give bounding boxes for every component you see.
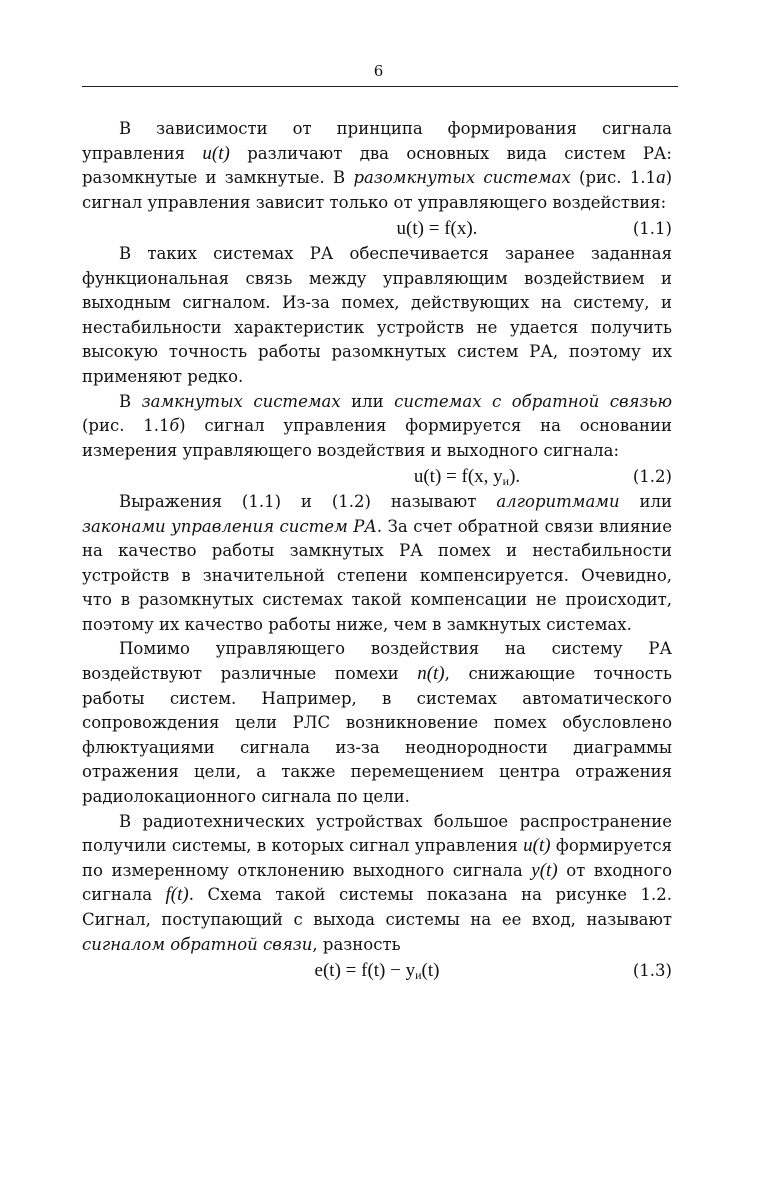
text-run: В радиотехнических устройствах большое распространение получили системы, в которых сигнал управления <box>82 811 672 856</box>
text-run: В <box>119 391 142 411</box>
equation-number: (1.1) <box>632 219 672 239</box>
text-run: ) сигнал управления зависит только от управляющего воздействия: <box>82 168 672 212</box>
formula-part: u(t) = f(x, y <box>413 466 503 488</box>
text-run: различают два основных вида систем РА: разомкнутые и замкнутые. В <box>82 143 672 188</box>
paragraph-2: В таких системах РА обеспечивается заранее заданная функциональная связь между управляющим воздействием и выходным сигналом. Из-за помех, действующих на систему, и нестабильности характеристик устройств не удается получить высокую точность работы разомкнутых систем РА, поэтому их применяют редко. <box>82 243 672 386</box>
text-run: Выражения (1.1) и (1.2) называют <box>119 491 497 511</box>
equation-formula <box>262 465 672 494</box>
equation-1-1 <box>82 217 672 242</box>
emphasis-feedback-signal: сигналом обратной связи <box>82 934 313 954</box>
text-run: В зависимости от принципа формирования сигнала управления <box>82 119 672 163</box>
paragraph-1 <box>82 117 672 215</box>
emphasis-algorithms: алгоритмами <box>496 491 620 511</box>
text-run: от входного сигнала <box>82 860 673 905</box>
emphasis-control-laws: законами управления систем РА <box>82 516 377 536</box>
text-run: формируется по измеренному отклонению выходного сигнала <box>82 836 672 880</box>
figure-letter: а <box>656 167 666 189</box>
text-run: (рис. 1.1 <box>570 168 657 188</box>
formula-subscript: и <box>502 474 510 489</box>
equation-1-2 <box>82 465 672 490</box>
emphasis-open-systems: разомкнутых системах <box>353 168 571 188</box>
emphasis-feedback-systems: системах с обратной связью <box>394 391 672 411</box>
text-run: , разность <box>312 934 401 954</box>
equation-number: (1.2) <box>632 467 672 487</box>
math-y-t: y(t) <box>531 859 558 881</box>
paragraph-6 <box>82 810 672 958</box>
text-run: Помимо управляющего воздействия на систему РА воздействуют различные помехи <box>82 639 672 684</box>
body-text <box>82 117 672 984</box>
emphasis-closed-systems: замкнутых системах <box>141 391 341 411</box>
equation-number: (1.3) <box>632 961 672 981</box>
equation-1-3 <box>82 959 672 984</box>
text-run: . За счет обратной связи влияние на качество работы замкнутых РА помех и нестабильности устройств в значительной степени компенсируется. Очевидно, что в разомкнутых системах такой компенсации не происходит, поэтому их качество работы ниже, чем в замкнутых системах. <box>82 516 673 634</box>
header-rule <box>82 86 678 87</box>
math-n-t: n(t) <box>417 663 445 685</box>
page-number: 6 <box>373 62 384 80</box>
math-f-t: f(t) <box>165 884 189 906</box>
math-u-t: u(t) <box>523 835 551 857</box>
paragraph-5 <box>82 637 672 809</box>
formula-part: ). <box>509 466 521 488</box>
text-run: или <box>340 391 395 411</box>
text-run: (рис. 1.1 <box>82 416 170 436</box>
text-run: . Схема такой системы показана на рисунке 1.2. Сигнал, поступающий с выхода системы на ее вход, называют <box>82 885 673 929</box>
formula-part: (t) <box>421 960 440 982</box>
text-run: или <box>619 491 672 511</box>
formula-part: e(t) = f(t) − y <box>314 960 416 982</box>
equation-formula: u(t) = f(x). <box>396 218 478 240</box>
paragraph-4 <box>82 490 672 638</box>
text-run: , снижающие точность работы систем. Например, в системах автоматического сопровождения цели РЛС возникновение помех обусловлено флюктуациями сигнала из-за неоднородности диаграммы отражения цели, а также перемещением центра отражения радиолокационного сигнала по цели. <box>82 664 672 807</box>
equation-formula <box>82 959 672 988</box>
formula-subscript: и <box>415 968 422 983</box>
paragraph-3 <box>82 390 672 464</box>
math-u-t: u(t) <box>202 142 230 164</box>
figure-letter: б <box>169 415 180 437</box>
text-run: ) сигнал управления формируется на основании измерения управляющего воздействия и выходного сигнала: <box>82 416 672 460</box>
